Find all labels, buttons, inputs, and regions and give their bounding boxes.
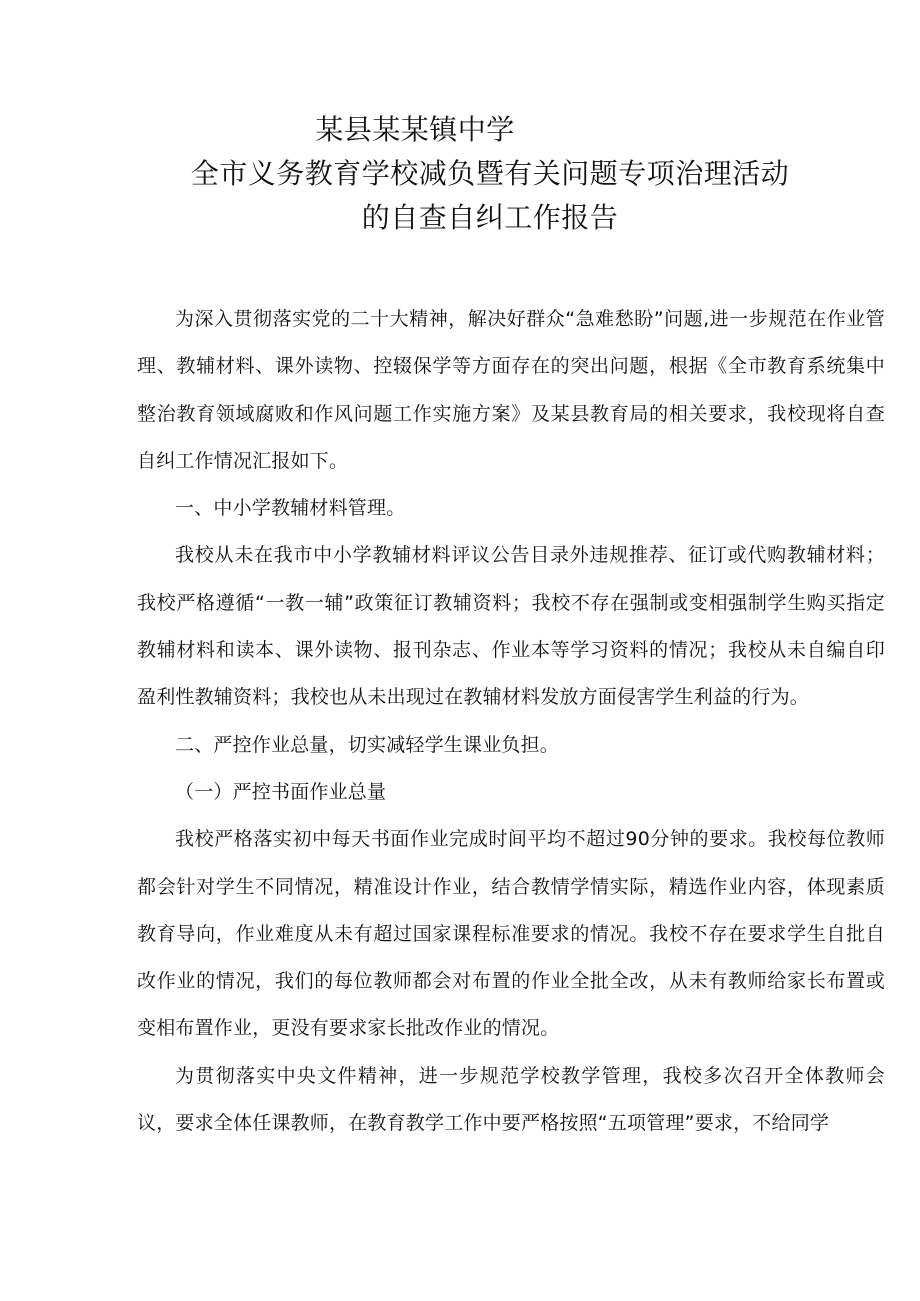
section-1-paragraph: 我校从未在我市中小学教辅材料评议公告目录外违规推荐、征订或代购教辅材料；我校严格遵循“一教一辅”政策征订教辅资料；我校不存在强制或变相强制学生购买指定教辅材料和读本、课外读物、报刊杂志、作业本等学习资料的情况；我校从未自编自印盈利性教辅资料；我校也从未出现过在教辅材料发放方面侵害学生利益的行为。 [137,544,885,709]
section-2-subheading-1: （一）严控书面作业总量 [175,780,387,803]
section-2-heading: 二、严控作业总量，切实减轻学生课业负担。 [175,733,560,756]
title-line-subject: 全市义务教育学校减负暨有关问题专项治理活动 [190,157,790,190]
section-2-paragraph-2: 为贯彻落实中央文件精神，进一步规范学校教学管理，我校多次召开全体教师会议，要求全体任课教师，在教育教学工作中要严格按照“五项管理”要求，不给同学 [137,1064,885,1135]
title-line-report: 的自查自纠工作报告 [361,201,619,234]
title-line-school: 某县某某镇中学 [315,113,515,146]
section-1-heading: 一、中小学教辅材料管理。 [175,497,406,520]
report-body [137,296,885,1147]
intro-paragraph: 为深入贯彻落实党的二十大精神，解决好群众“急难愁盼”问题,进一步规范在作业管理、教辅材料、课外读物、控辍保学等方面存在的突出问题，根据《全市教育系统集中整治教育领域腐败和作风问题工作实施方案》及某县教育局的相关要求，我校现将自查自纠工作情况汇报如下。 [137,308,885,472]
report-title [0,108,920,240]
section-2-sub-1-paragraph: 我校严格落实初中每天书面作业完成时间平均不超过90分钟的要求。我校每位教师都会针对学生不同情况，精准设计作业，结合教情学情实际，精选作业内容，体现素质教育导向，作业难度从未有超过国家课程标准要求的情况。我校不存在要求学生自批自改作业的情况，我们的每位教师都会对布置的作业全批全改，从未有教师给家长布置或变相布置作业，更没有要求家长批改作业的情况。 [137,828,885,1040]
